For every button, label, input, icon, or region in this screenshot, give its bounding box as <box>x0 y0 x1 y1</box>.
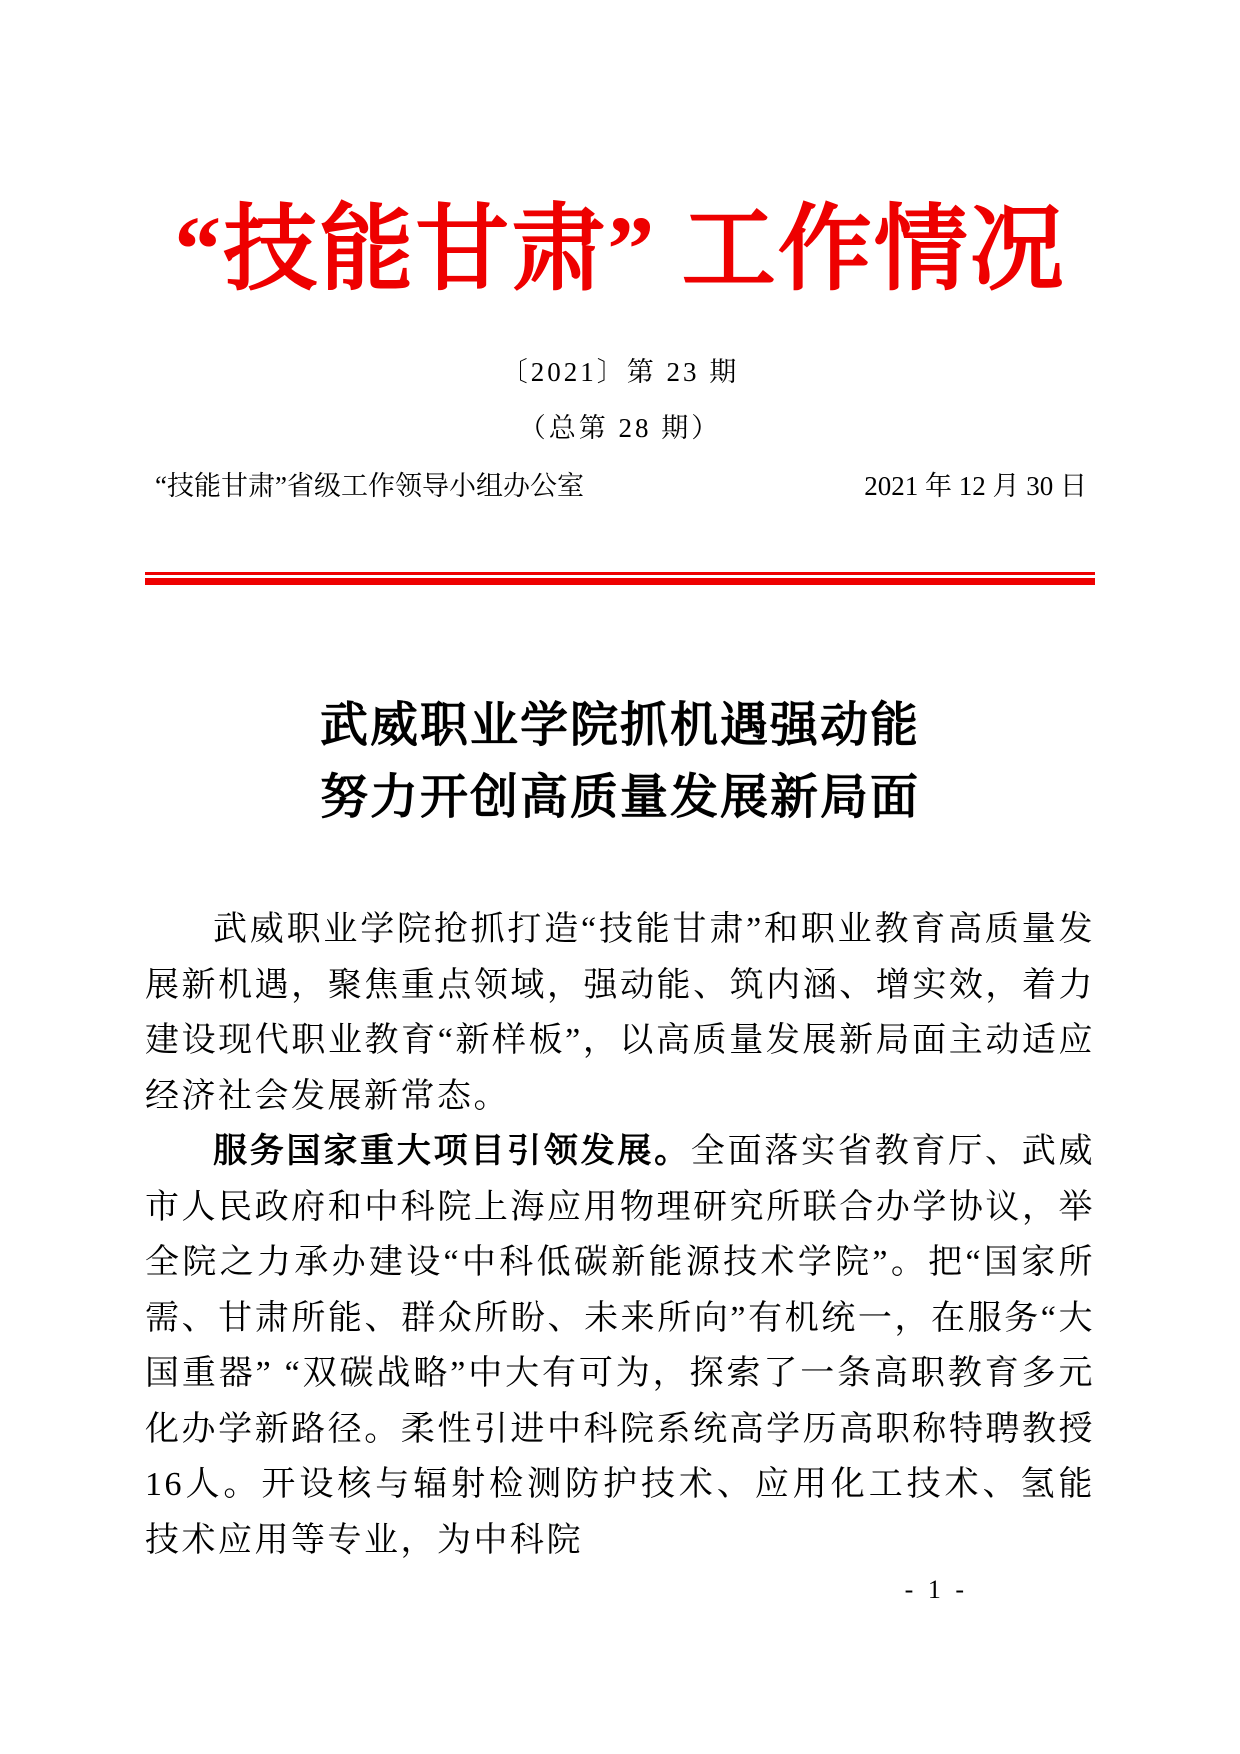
article-title-line2: 努力开创高质量发展新局面 <box>319 771 920 824</box>
office-date-row <box>145 466 1095 506</box>
article-body <box>145 902 1095 1568</box>
paragraph-text: 武威职业学院抢抓打造“技能甘肃”和职业教育高质量发展新机遇，聚焦重点领域，强动能、筑内涵、增实效，着力建设现代职业教育“新样板”，以高质量发展新局面主动适应经济社会发展新常态。 <box>145 911 1095 1115</box>
paragraph-lead: 服务国家重大项目引领发展。 <box>213 1133 691 1170</box>
paragraph-text: 全面落实省教育厅、武威市人民政府和中科院上海应用物理研究所联合办学协议，举全院之力承办建设“中科低碳新能源技术学院”。把“国家所需、甘肃所能、群众所盼、未来所向”有机统一，在服务“大国重器” “双碳战略”中大有可为，探索了一条高职教育多元化办学新路径。柔性引进中科院系统高学历高职称特聘教授16人。开设核与辐射检测防护技术、应用化工技术、氢能技术应用等专业，为中科院 <box>145 1133 1095 1559</box>
issuing-office: “技能甘肃”省级工作领导小组办公室 <box>155 471 584 501</box>
article-title <box>145 690 1095 834</box>
page-number: - 1 - <box>904 1575 968 1604</box>
article-title-line1: 武威职业学院抓机遇强动能 <box>319 699 920 752</box>
issue-date: 2021 年 12 月 30 日 <box>864 471 1087 501</box>
masthead-title: “技能甘肃” 工作情况 <box>174 198 1066 302</box>
red-divider-rule <box>145 572 1095 585</box>
issue-number: 〔2021〕第 23 期 <box>500 357 740 387</box>
cumulative-issue-number: （总第 28 期） <box>518 413 722 443</box>
paragraph <box>145 902 1095 1124</box>
divider-thick-line <box>145 578 1095 585</box>
paragraph <box>145 1124 1095 1568</box>
